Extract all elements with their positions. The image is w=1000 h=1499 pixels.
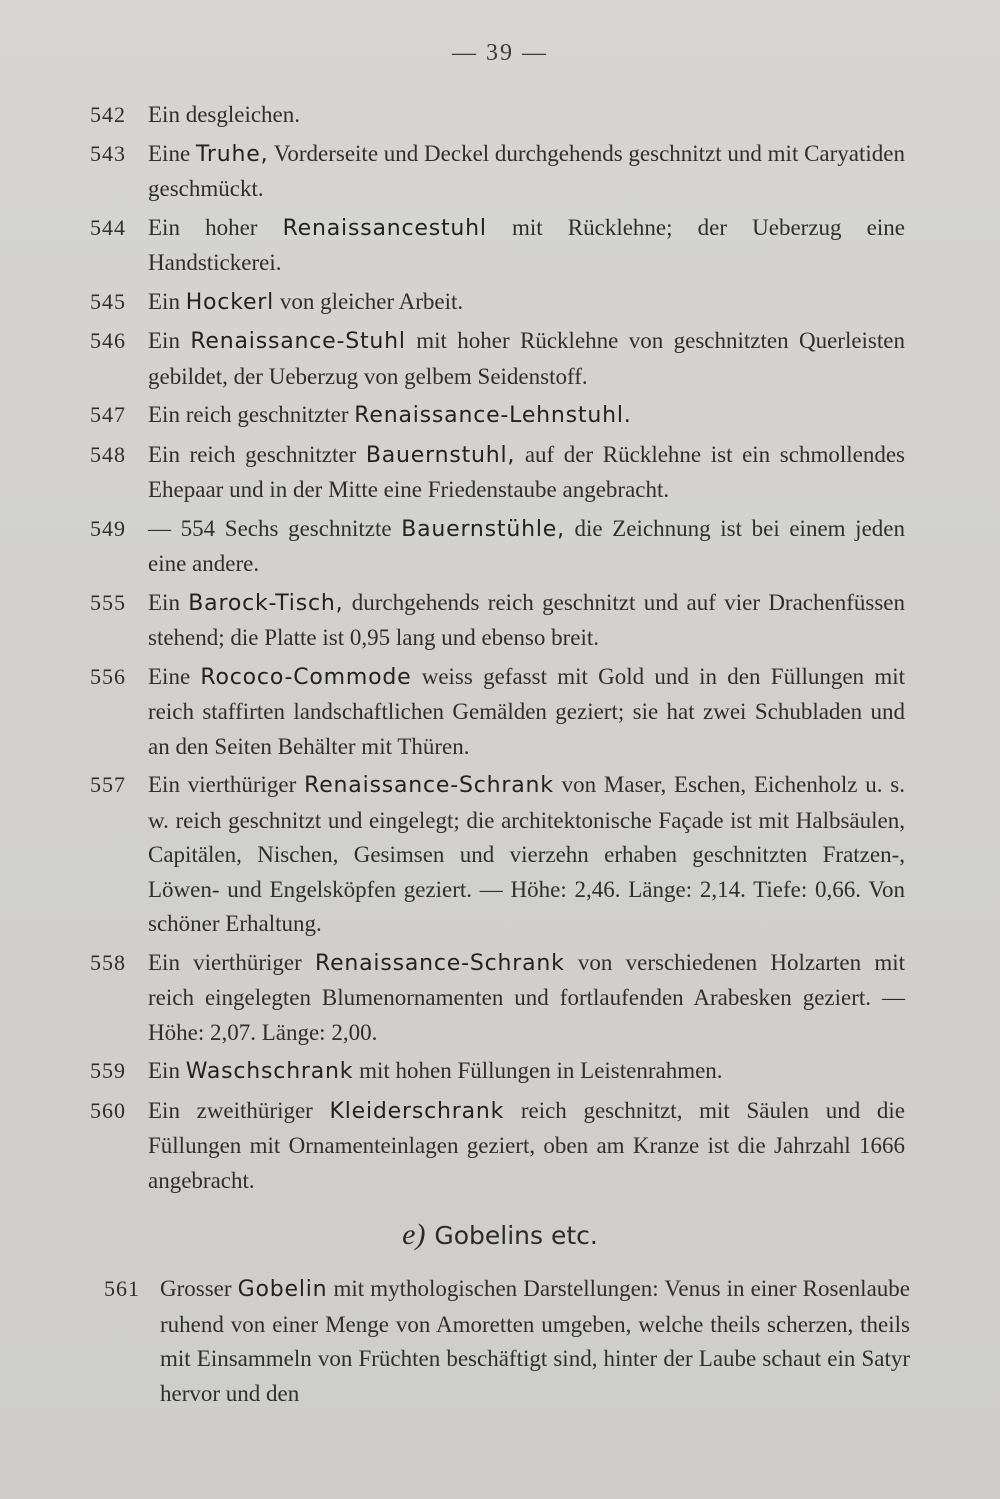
entry-text: Ein [148, 328, 191, 353]
catalog-entry [90, 324, 905, 394]
entry-list [90, 98, 905, 1202]
item-name: Barock-Tisch, [188, 590, 344, 616]
entry-text: Vorderseite und Deckel durchgehends geschnitzt und mit Caryatiden geschmückt. [148, 140, 905, 201]
catalog-entry [90, 438, 905, 508]
entry-number: 543 [90, 140, 126, 166]
entry-list-gobelins [104, 1272, 910, 1411]
item-name: Renaissancestuhl [282, 215, 487, 241]
catalog-entry [90, 660, 905, 765]
entry-text: Ein [148, 288, 186, 314]
item-name: Bauernstuhl, [365, 442, 516, 468]
entry-number: 544 [90, 214, 126, 240]
item-name: Gobelin [237, 1277, 328, 1302]
item-name: Renaissance-Stuhl [190, 329, 406, 354]
entry-text: mit Rücklehne; der Ueberzug eine Handstickerei. [148, 214, 905, 275]
catalog-entry [90, 512, 905, 582]
catalog-entry [104, 1272, 910, 1411]
entry-text: Ein desgleichen. [148, 102, 301, 127]
entry-text: Ein [148, 1058, 186, 1083]
section-letter: e) [402, 1218, 426, 1251]
entry-text: Eine [148, 663, 201, 689]
entry-text: Ein zweithüriger [148, 1097, 330, 1123]
entry-text: Ein vierthüriger [148, 949, 315, 975]
entry-number: 547 [90, 402, 126, 427]
entry-text: von verschiedenen Holzarten mit reich eingelegten Blumenornamenten und fortlaufenden Arabesken geziert. — Höhe: 2,07. Länge: 2,00. [148, 949, 905, 1045]
entry-number: 542 [90, 102, 126, 127]
entry-number: 549 [90, 515, 126, 541]
entry-number: 548 [90, 441, 126, 467]
section-title: Gobelins etc. [434, 1221, 598, 1250]
entry-number: 560 [90, 1097, 126, 1123]
entry-text: Ein hoher [148, 214, 283, 240]
entry-number: 561 [104, 1276, 140, 1301]
entry-text: Ein [148, 589, 189, 615]
catalog-entry [90, 137, 905, 207]
page-number: — 39 — [452, 40, 548, 66]
entry-text: Grosser [160, 1276, 238, 1301]
entry-text: auf der Rücklehne ist ein schmollendes Ehepaar und in der Mitte eine Friedenstaube angebracht. [148, 441, 905, 502]
entry-text: mit hoher Rücklehne von geschnitzten Querleisten gebildet, der Ueberzug von gelbem Seidenstoff. [148, 328, 905, 389]
entry-number: 557 [90, 772, 126, 797]
item-name: Kleiderschrank [329, 1098, 505, 1124]
entry-number: 555 [90, 589, 126, 615]
entry-number: 546 [90, 328, 126, 353]
entry-text: von gleicher Arbeit. [274, 288, 464, 314]
entry-number: 556 [90, 663, 126, 689]
item-name: Renaissance-Lehnstuhl. [354, 403, 632, 428]
section-heading [0, 1218, 1000, 1252]
entry-number: 545 [90, 288, 126, 314]
catalog-entry [90, 1094, 905, 1199]
item-name: Bauernstühle, [401, 516, 565, 542]
entry-text: reich geschnitzt, mit Säulen und die Füllungen mit Ornamenteinlagen geziert, oben am Kranze ist die Jahrzahl 1666 angebracht. [148, 1097, 905, 1193]
catalog-entry [90, 768, 905, 942]
entry-text: Ein vierthüriger [148, 772, 305, 797]
entry-text: Ein reich geschnitzter [148, 402, 355, 427]
catalog-entry [90, 1054, 905, 1090]
entry-text: mit hohen Füllungen in Leistenrahmen. [353, 1058, 723, 1083]
item-name: Renaissance-Schrank [304, 773, 554, 798]
item-name: Waschschrank [185, 1059, 354, 1084]
entry-text: Eine [148, 140, 196, 166]
item-name: Renaissance-Schrank [314, 950, 565, 976]
entry-text: Ein reich geschnitzter [148, 441, 366, 467]
catalog-entry [90, 586, 905, 656]
entry-text: von Maser, Eschen, Eichenholz u. s. w. reich geschnitzt und eingelegt; die architektonische Façade ist mit Halbsäulen, Capitälen, Nischen, Gesimsen und vierzehn erhaben geschnitzten Fratzen-, Löwen- und Engelsköpfen geziert. — Höhe: 2,46. Länge: 2,14. Tiefe: 0,66. Von schöner Erhaltung. [148, 772, 905, 936]
entry-text: — 554 Sechs geschnitzte [148, 515, 402, 541]
catalog-entry [90, 946, 905, 1051]
item-name: Truhe, [195, 141, 269, 167]
entry-number: 559 [90, 1058, 126, 1083]
item-name: Hockerl [185, 289, 275, 315]
entry-number: 558 [90, 949, 126, 975]
catalog-entry [90, 398, 905, 434]
entry-text: weiss gefasst mit Gold und in den Füllungen mit reich staffirten landschaftlichen Gemälden geziert; sie hat zwei Schubladen und an den Seiten Behälter mit Thüren. [148, 663, 905, 759]
entry-text: mit mythologischen Darstellungen: Venus in einer Rosenlaube ruhend von einer Menge von Amoretten umgeben, welche theils scherzen, theils mit Einsammeln von Früchten beschäftigt sind, hinter der Laube schaut ein Satyr hervor und den [160, 1276, 910, 1406]
catalog-entry [90, 98, 905, 133]
catalog-entry [90, 285, 905, 321]
catalog-entry [90, 211, 905, 281]
item-name: Rococo-Commode [200, 664, 412, 690]
entry-text: die Zeichnung ist bei einem jeden eine andere. [148, 515, 905, 576]
entry-text: durchgehends reich geschnitzt und auf vier Drachenfüssen stehend; die Platte ist 0,95 lang und ebenso breit. [148, 589, 905, 650]
